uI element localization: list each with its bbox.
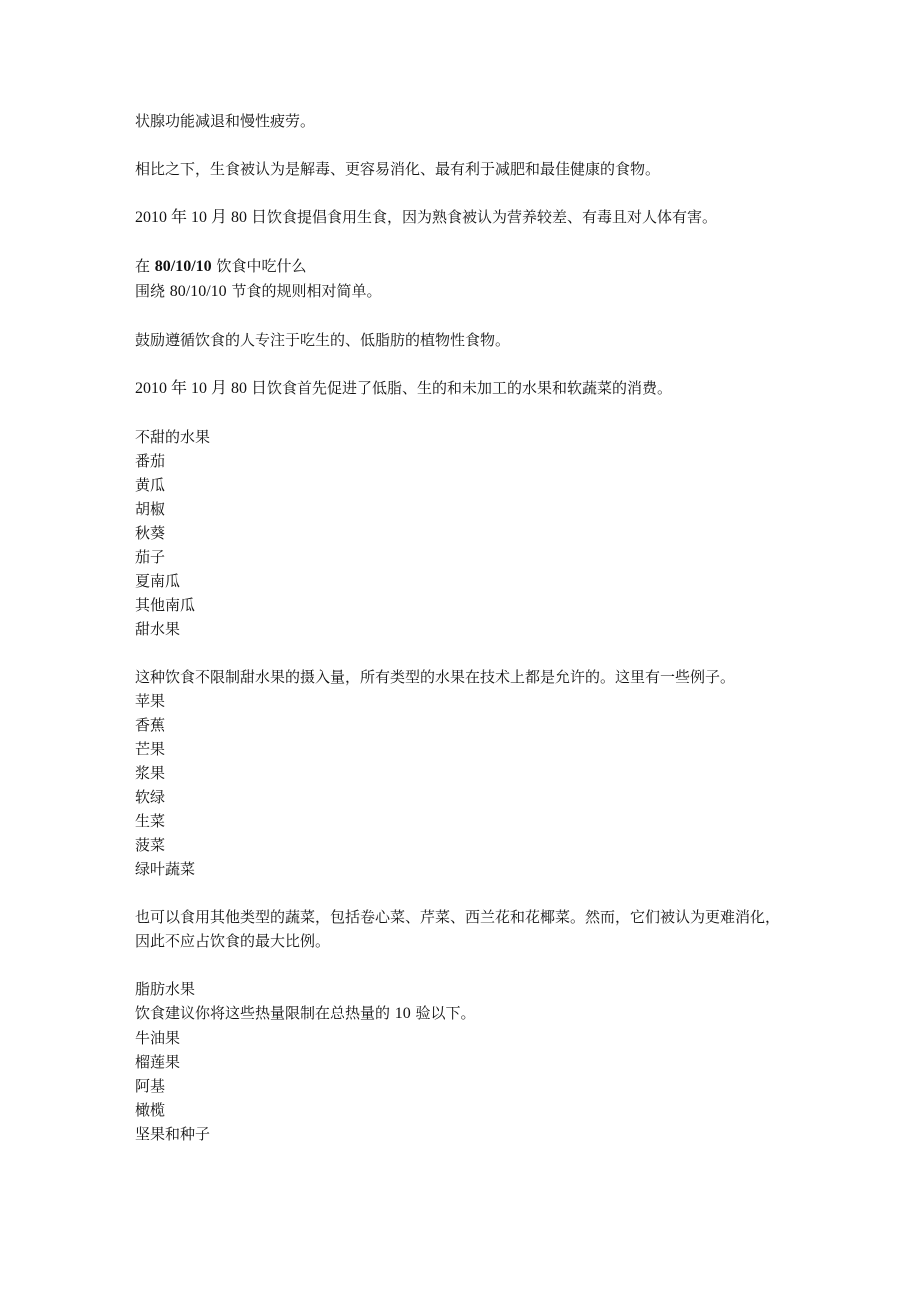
list-item: 番茄 (135, 452, 166, 470)
list-item: 苹果 (135, 692, 166, 710)
paragraph-1: 状腺功能减退和慢性疲劳。 (135, 112, 316, 130)
list-item: 不甜的水果 (135, 428, 211, 446)
list-sweet-fruits (135, 665, 785, 881)
list-intro: 这种饮食不限制甜水果的摄入量，所有类型的水果在技术上都是允许的。这里有一些例子。 (135, 668, 736, 686)
paragraph-4 (135, 279, 785, 304)
document-page (135, 109, 785, 1146)
paragraph-2: 相比之下，生食被认为是解毒、更容易消化、最有利于减肥和最佳健康的食物。 (135, 160, 661, 178)
list-item: 绿叶蔬菜 (135, 860, 196, 878)
list-item: 软绿 (135, 788, 166, 806)
list-item: 其他南瓜 (135, 596, 196, 614)
paragraph-6 (135, 376, 785, 401)
list-non-sweet-fruits (135, 425, 785, 641)
list-item: 夏南瓜 (135, 572, 181, 590)
date-text: 2010 年 10 月 80 日 (135, 209, 268, 226)
list-item: 生菜 (135, 812, 166, 830)
paragraph-3 (135, 205, 785, 230)
paragraph-5: 鼓励遵循饮食的人专注于吃生的、低脂肪的植物性食物。 (135, 331, 511, 349)
list-item: 牛油果 (135, 1029, 181, 1047)
list-item: 甜水果 (135, 620, 181, 638)
paragraph-6-text: 饮食首先促进了低脂、生的和未加工的水果和软蔬菜的消费。 (267, 379, 673, 397)
paragraph-7: 也可以食用其他类型的蔬菜，包括卷心菜、芹菜、西兰花和花椰菜。然而，它们被认为更难消化，因此不应占饮食的最大比例。 (135, 908, 781, 950)
list-fatty-fruits (135, 977, 785, 1146)
list-item: 芒果 (135, 740, 166, 758)
list-item: 浆果 (135, 764, 166, 782)
list-item: 橄榄 (135, 1101, 166, 1119)
list-item: 胡椒 (135, 500, 166, 518)
paragraph-4-text: 节食的规则相对简单。 (226, 282, 382, 300)
list-intro-number: 10 (394, 1005, 411, 1022)
list-item: 坚果和种子 (135, 1125, 211, 1143)
paragraph-4-pre: 围绕 (135, 282, 170, 300)
list-item: 茄子 (135, 548, 166, 566)
list-item: 黄瓜 (135, 476, 166, 494)
paragraph-4-number: 80/10/10 (169, 283, 227, 300)
list-item: 香蕉 (135, 716, 166, 734)
list-item: 秋葵 (135, 524, 166, 542)
list-item: 菠菜 (135, 836, 166, 854)
list-intro-post: 验以下。 (410, 1004, 476, 1022)
list-intro-pre: 饮食建议你将这些热量限制在总热量的 (135, 1004, 395, 1022)
section-heading (135, 254, 785, 279)
paragraph-3-text: 饮食提倡食用生食，因为熟食被认为营养较差、有毒且对人体有害。 (267, 208, 718, 226)
heading-text: 饮食中吃什么 (211, 257, 307, 275)
list-title: 脂肪水果 (135, 980, 196, 998)
list-item: 榴莲果 (135, 1053, 181, 1071)
date-text-2: 2010 年 10 月 80 日 (135, 380, 268, 397)
list-item: 阿基 (135, 1077, 166, 1095)
heading-number: 80/10/10 (154, 258, 212, 275)
list-intro (135, 1001, 785, 1026)
heading-prefix: 在 (135, 257, 155, 275)
